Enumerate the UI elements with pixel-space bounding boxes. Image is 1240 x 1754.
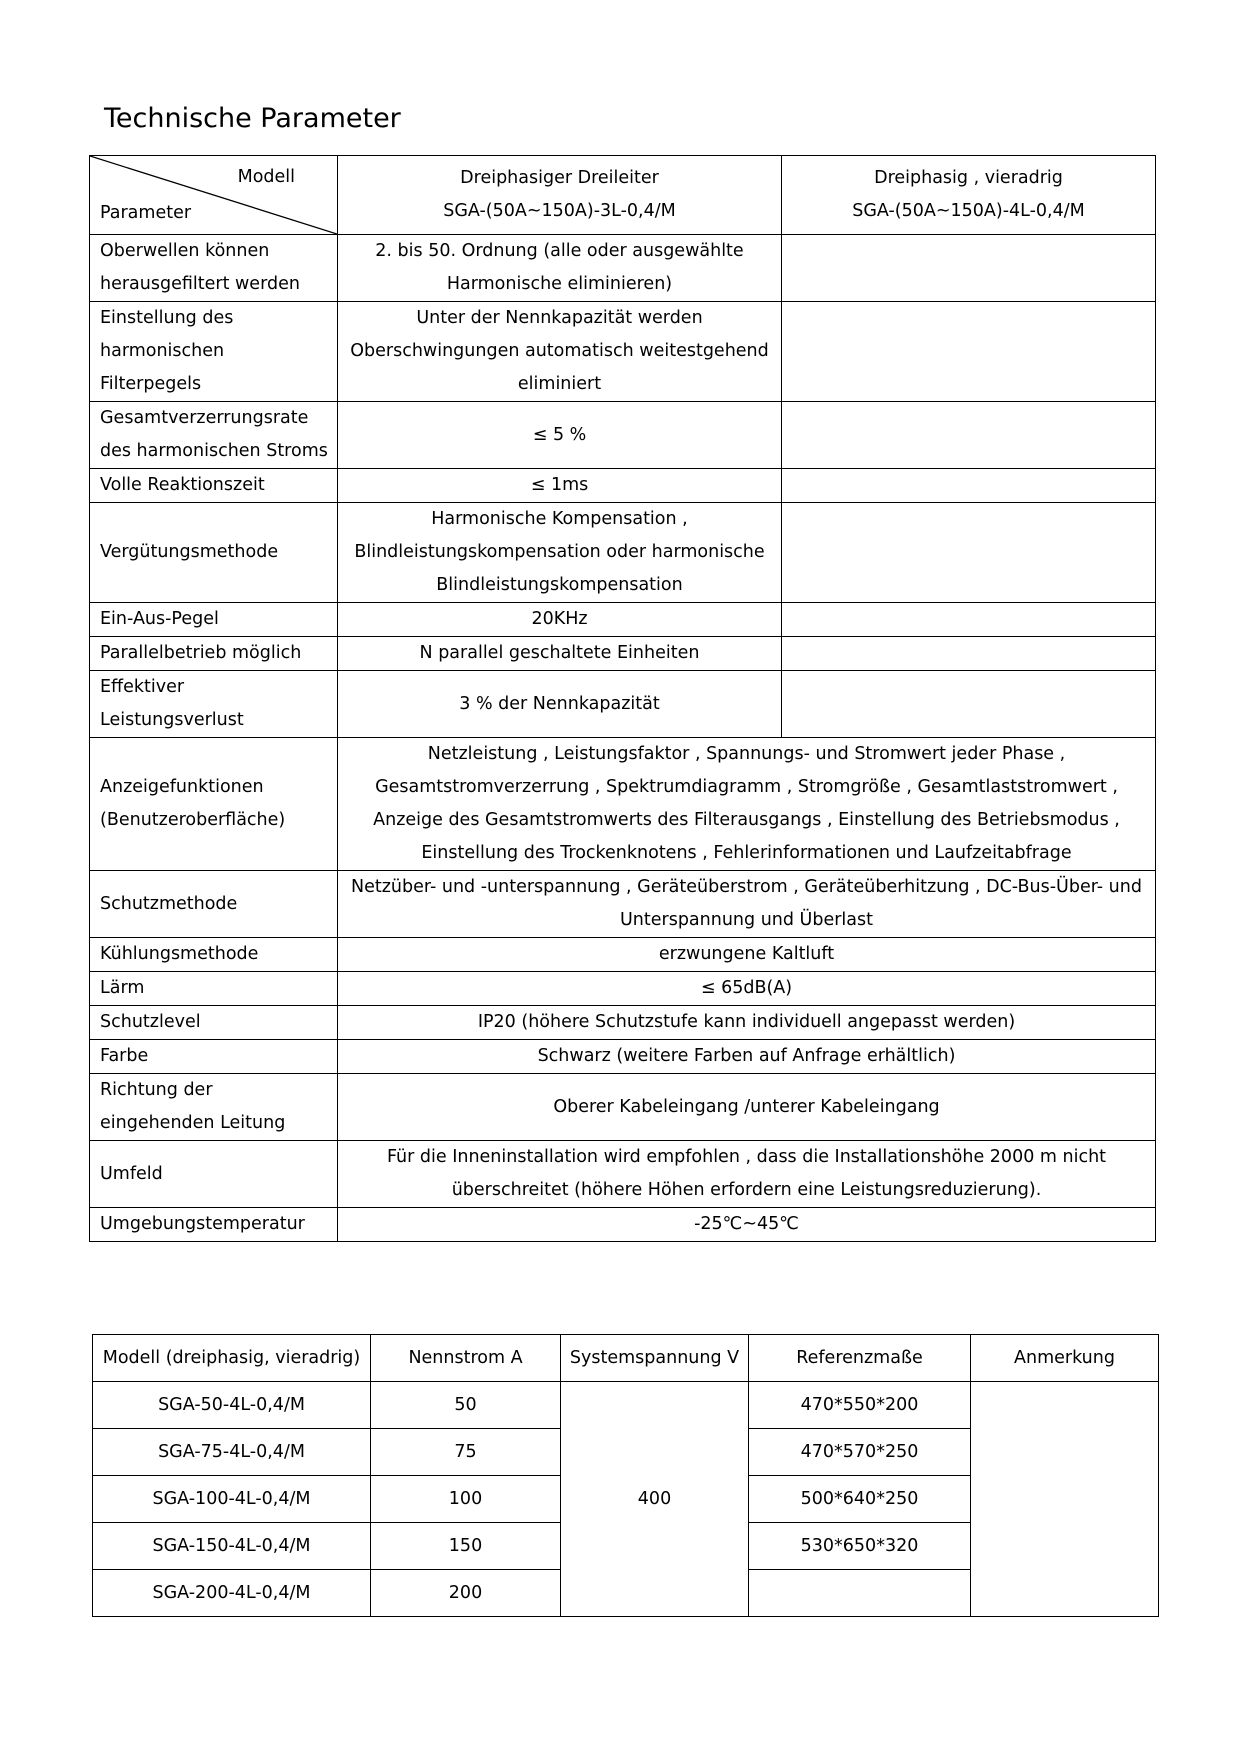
parameter-table-header xyxy=(90,156,1156,235)
header-three-wire-model: SGA-(50A~150A)-3L-0,4/M xyxy=(443,201,676,221)
param-label: Oberwellen können herausgefiltert werden xyxy=(90,235,338,302)
param-row-merged xyxy=(90,1074,1156,1141)
param-value: Netzleistung , Leistungsfaktor , Spannungs- und Stromwert jeder Phase , Gesamtstromverzerrung , Spektrumdiagramm , Stromgröße , Gesamtlaststromwert , Anzeige des Gesamtstromwerts des Filterausgangs , Einstellung des Betriebsmodus , Einstellung des Trockenknotens , Fehlerinformationen und Laufzeitabfrage xyxy=(338,738,1156,871)
model-table xyxy=(92,1334,1159,1617)
param-value: Schwarz (weitere Farben auf Anfrage erhältlich) xyxy=(338,1040,1156,1074)
param-row xyxy=(90,235,1156,302)
param-label: Volle Reaktionszeit xyxy=(90,469,338,503)
param-row-merged xyxy=(90,871,1156,938)
header-four-wire-model: SGA-(50A~150A)-4L-0,4/M xyxy=(852,201,1085,221)
header-model: Modell (dreiphasig, vieradrig) xyxy=(93,1335,371,1382)
param-value: -25℃~45℃ xyxy=(338,1208,1156,1242)
header-modell-label: Modell xyxy=(237,167,295,187)
param-row-merged xyxy=(90,972,1156,1006)
param-row-merged xyxy=(90,1208,1156,1242)
parameter-table xyxy=(89,155,1156,1242)
model-current: 200 xyxy=(371,1570,561,1617)
header-three-wire-title: Dreiphasiger Dreileiter xyxy=(460,168,659,188)
model-current: 75 xyxy=(371,1429,561,1476)
param-value-four-wire xyxy=(782,235,1156,302)
param-value: ≤ 1ms xyxy=(338,469,782,503)
param-value-four-wire xyxy=(782,671,1156,738)
model-dimensions: 470*550*200 xyxy=(749,1382,971,1429)
param-label: Richtung der eingehenden Leitung xyxy=(90,1074,338,1141)
param-value-four-wire xyxy=(782,603,1156,637)
param-label: Anzeigefunktionen (Benutzeroberfläche) xyxy=(90,738,338,871)
model-voltage: 400 xyxy=(561,1382,749,1617)
header-dimensions: Referenzmaße xyxy=(749,1335,971,1382)
model-table-header xyxy=(93,1335,1159,1382)
param-value: IP20 (höhere Schutzstufe kann individuell angepasst werden) xyxy=(338,1006,1156,1040)
model-dimensions: 470*570*250 xyxy=(749,1429,971,1476)
param-value-four-wire xyxy=(782,402,1156,469)
param-label: Farbe xyxy=(90,1040,338,1074)
param-value: 2. bis 50. Ordnung (alle oder ausgewählte Harmonische eliminieren) xyxy=(338,235,782,302)
param-value-four-wire xyxy=(782,503,1156,603)
param-value: Für die Inneninstallation wird empfohlen , dass die Installationshöhe 2000 m nicht überschreitet (höhere Höhen erfordern eine Leistungsreduzierung). xyxy=(338,1141,1156,1208)
param-label: Einstellung des harmonischen Filterpegels xyxy=(90,302,338,402)
param-label: Schutzmethode xyxy=(90,871,338,938)
param-value-four-wire xyxy=(782,469,1156,503)
header-parameter-label: Parameter xyxy=(100,203,192,223)
model-dimensions: 530*650*320 xyxy=(749,1523,971,1570)
model-name: SGA-75-4L-0,4/M xyxy=(93,1429,371,1476)
param-row xyxy=(90,637,1156,671)
param-label: Umfeld xyxy=(90,1141,338,1208)
param-value: erzwungene Kaltluft xyxy=(338,938,1156,972)
param-label: Ein-Aus-Pegel xyxy=(90,603,338,637)
param-value: N parallel geschaltete Einheiten xyxy=(338,637,782,671)
model-name: SGA-150-4L-0,4/M xyxy=(93,1523,371,1570)
param-value: Unter der Nennkapazität werden Oberschwingungen automatisch weitestgehend eliminiert xyxy=(338,302,782,402)
param-value: 3 % der Nennkapazität xyxy=(338,671,782,738)
header-four-wire xyxy=(782,156,1156,235)
param-value: ≤ 5 % xyxy=(338,402,782,469)
header-three-wire xyxy=(338,156,782,235)
param-label: Gesamtverzerrungsrate des harmonischen Stroms xyxy=(90,402,338,469)
param-row-merged xyxy=(90,1141,1156,1208)
header-four-wire-title: Dreiphasig , vieradrig xyxy=(874,168,1063,188)
param-label: Umgebungstemperatur xyxy=(90,1208,338,1242)
param-value: ≤ 65dB(A) xyxy=(338,972,1156,1006)
param-row xyxy=(90,603,1156,637)
model-name: SGA-200-4L-0,4/M xyxy=(93,1570,371,1617)
param-row-merged xyxy=(90,1006,1156,1040)
param-row-merged xyxy=(90,938,1156,972)
model-current: 150 xyxy=(371,1523,561,1570)
model-name: SGA-100-4L-0,4/M xyxy=(93,1476,371,1523)
param-row-merged xyxy=(90,1040,1156,1074)
model-dimensions xyxy=(749,1570,971,1617)
param-label: Schutzlevel xyxy=(90,1006,338,1040)
param-label: Vergütungsmethode xyxy=(90,503,338,603)
param-value-four-wire xyxy=(782,302,1156,402)
param-row-merged xyxy=(90,738,1156,871)
diagonal-header-cell xyxy=(90,156,338,235)
param-label: Lärm xyxy=(90,972,338,1006)
param-row xyxy=(90,302,1156,402)
param-row xyxy=(90,671,1156,738)
param-value: Harmonische Kompensation , Blindleistungskompensation oder harmonische Blindleistungskompensation xyxy=(338,503,782,603)
header-current: Nennstrom A xyxy=(371,1335,561,1382)
model-remark xyxy=(971,1382,1159,1617)
param-label: Kühlungsmethode xyxy=(90,938,338,972)
page-title: Technische Parameter xyxy=(104,103,401,134)
param-value: Oberer Kabeleingang /unterer Kabeleingang xyxy=(338,1074,1156,1141)
param-row xyxy=(90,503,1156,603)
model-row xyxy=(93,1382,1159,1429)
model-name: SGA-50-4L-0,4/M xyxy=(93,1382,371,1429)
param-value: Netzüber- und -unterspannung , Geräteüberstrom , Geräteüberhitzung , DC-Bus-Über- und Unterspannung und Überlast xyxy=(338,871,1156,938)
param-label: Parallelbetrieb möglich xyxy=(90,637,338,671)
param-row xyxy=(90,469,1156,503)
param-row xyxy=(90,402,1156,469)
param-label: Effektiver Leistungsverlust xyxy=(90,671,338,738)
model-dimensions: 500*640*250 xyxy=(749,1476,971,1523)
param-value-four-wire xyxy=(782,637,1156,671)
header-voltage: Systemspannung V xyxy=(561,1335,749,1382)
model-current: 50 xyxy=(371,1382,561,1429)
model-current: 100 xyxy=(371,1476,561,1523)
header-remark: Anmerkung xyxy=(971,1335,1159,1382)
param-value: 20KHz xyxy=(338,603,782,637)
